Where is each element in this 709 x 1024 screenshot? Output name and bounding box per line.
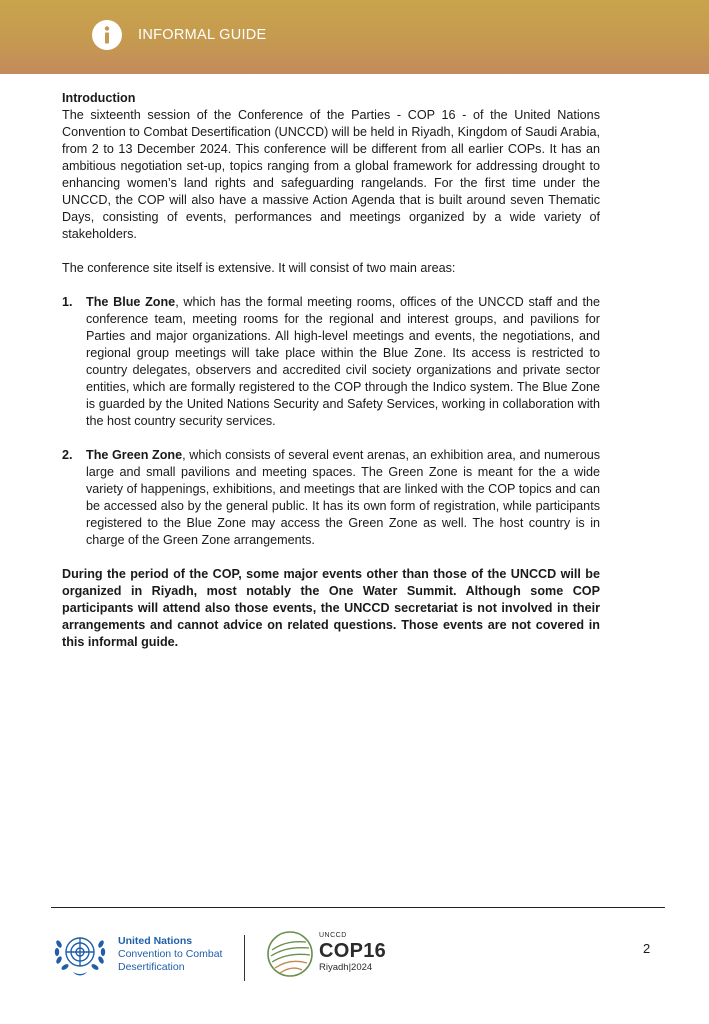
logo-divider (244, 935, 245, 981)
info-icon (92, 20, 122, 50)
zones-list (62, 294, 600, 549)
intro-paragraph: The sixteenth session of the Conference of the Parties - COP 16 - of the United Nations Convention to Combat Desertification (UNCCD) will be held in Riyadh, Kingdom of Saudi Arabia, from 2 to 13 December 2024. This conference will be different from all earlier COPs. It has an ambitious negotiation set-up, topics ranging from a global framework for addressing drought to enhancing women’s land rights and safeguarding rangelands. For the first time under the UNCCD, the COP will also have a massive Action Agenda that is built around seven Thematic Days, consisting of events, performances and meetings organized by a wide variety of stakeholders. (62, 108, 600, 241)
un-wordmark-line2: Convention to Combat (118, 948, 223, 960)
page-content (62, 90, 600, 651)
list-number: 2. (62, 448, 73, 462)
cop16-emblem-icon (266, 930, 314, 978)
header-banner (0, 0, 709, 74)
cop-unccd-label: UNCCD (319, 932, 347, 939)
header-title: INFORMAL GUIDE (138, 27, 267, 43)
un-wordmark-line1: United Nations (118, 935, 193, 947)
unccd-wordmark (118, 935, 222, 974)
areas-intro-paragraph: The conference site itself is extensive. It will consist of two main areas: (62, 261, 456, 275)
section-heading: Introduction (62, 91, 136, 105)
zone-description: , which consists of several event arenas, an exhibition area, and numerous large and small pavilions and meeting spaces. The Green Zone is meant for the a wide variety of happenings, exhibitions, and meetings that are linked with the COP topics and can be accessed also by the general public. It has its own form of registration, while participants registered to the Blue Zone may access the Green Zone as well. The host country is in charge of the Green Zone arrangements. (86, 448, 601, 547)
zone-description: , which has the formal meeting rooms, offices of the UNCCD staff and the conference team, meeting rooms for the regional and interest groups, and pavilions for Parties and major organizations. All high-level meetings and events, the negotiations, and regional group meetings will take place within the Blue Zone. Its access is restricted to country delegates, observers and accredited civil society organizations and private sector entities, which are formally registered to the COP through the Indico system. The Blue Zone is guarded by the United Nations Security and Safety Services, working in collaboration with the host country security services. (86, 295, 600, 428)
list-item-blue-zone (62, 294, 600, 430)
page-number: 2 (643, 941, 651, 956)
list-item-green-zone (62, 447, 600, 549)
footer-divider (51, 907, 665, 908)
cop16-wordmark (319, 932, 386, 973)
closing-paragraph: During the period of the COP, some major events other than those of the UNCCD will be organized in Riyadh, most notably the One Water Summit. Although some COP participants will attend also those events, the UNCCD secretariat is not involved in their arrangements and cannot advice on related questions. Those events are not covered in this informal guide. (62, 567, 600, 649)
zone-name: The Blue Zone (86, 295, 176, 309)
zone-name: The Green Zone (86, 448, 183, 462)
cop-title: COP16 (319, 940, 387, 962)
list-number: 1. (62, 295, 73, 309)
un-wordmark-line3: Desertification (118, 961, 185, 973)
un-emblem-icon (51, 930, 109, 978)
cop-city-year: Riyadh|2024 (319, 962, 373, 973)
